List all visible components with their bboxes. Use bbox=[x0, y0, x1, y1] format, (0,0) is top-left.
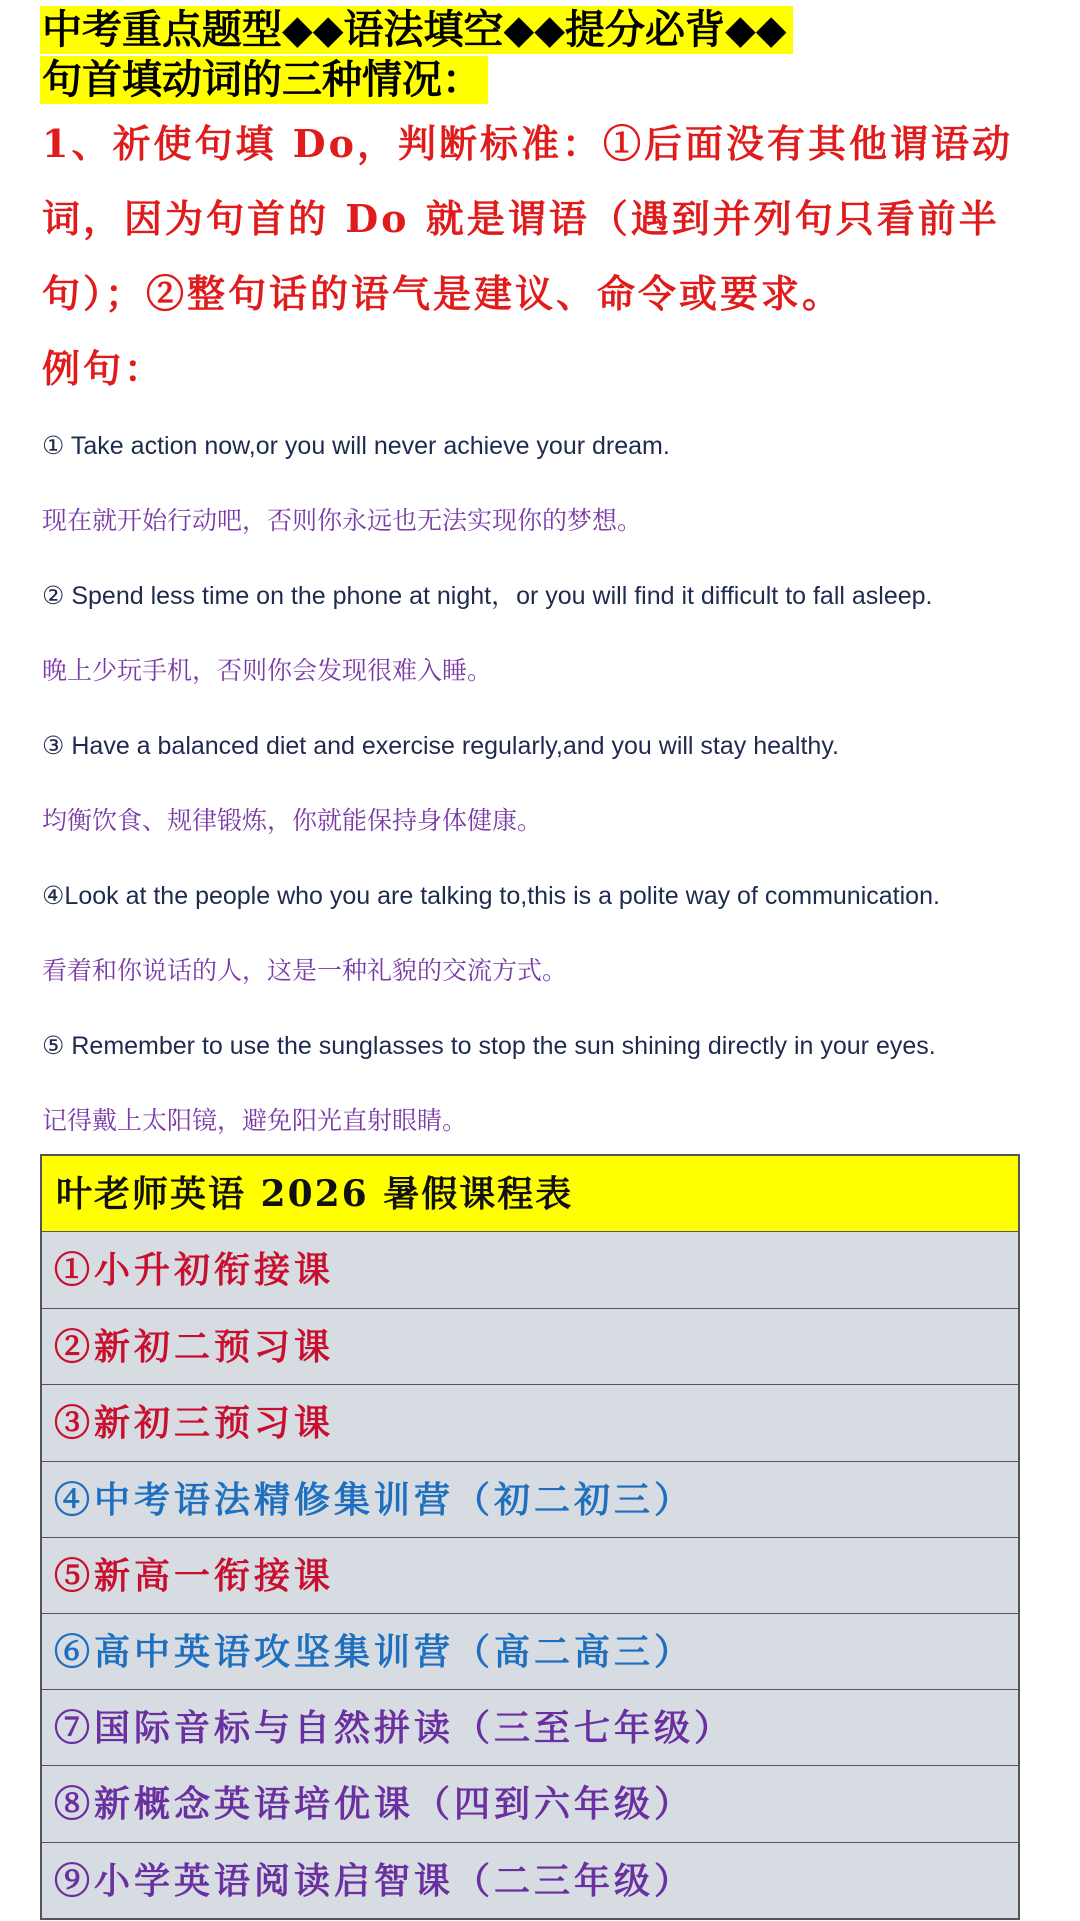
page-subtitle: 句首填动词的三种情况： bbox=[40, 56, 488, 104]
rule-line-3: 句）；②整句话的语气是建议、命令或要求。 bbox=[42, 271, 844, 316]
course-row-8: ⑧新概念英语培优课（四到六年级） bbox=[42, 1765, 1018, 1841]
course-row-3: ③新初三预习课 bbox=[42, 1384, 1018, 1460]
example-3-english: ③ Have a balanced diet and exercise regularly,and you will stay healthy. bbox=[42, 732, 839, 760]
course-row-9: ⑨小学英语阅读启智课（二三年级） bbox=[42, 1842, 1018, 1918]
example-1-english: ① Take action now,or you will never achieve your dream. bbox=[42, 432, 670, 460]
course-row-7: ⑦国际音标与自然拼读（三至七年级） bbox=[42, 1689, 1018, 1765]
course-row-5: ⑤新高一衔接课 bbox=[42, 1537, 1018, 1613]
example-2-english: ② Spend less time on the phone at night，or you will find it difficult to fall asleep. bbox=[42, 582, 933, 610]
example-5-chinese: 记得戴上太阳镜，避免阳光直射眼睛。 bbox=[42, 1106, 468, 1135]
course-schedule-table bbox=[40, 1154, 1020, 1920]
example-heading: 例句： bbox=[42, 346, 166, 391]
schedule-rows bbox=[42, 1232, 1018, 1918]
rule-line-1: 1、祈使句填 Do，判断标准：①后面没有其他谓语动 bbox=[42, 121, 1013, 166]
example-2-chinese: 晚上少玩手机，否则你会发现很难入睡。 bbox=[42, 656, 493, 685]
schedule-title: 叶老师英语 2026 暑假课程表 bbox=[42, 1156, 1018, 1232]
example-1-chinese: 现在就开始行动吧，否则你永远也无法实现你的梦想。 bbox=[42, 506, 643, 535]
course-row-4: ④中考语法精修集训营（初二初三） bbox=[42, 1461, 1018, 1537]
course-row-6: ⑥高中英语攻坚集训营（高二高三） bbox=[42, 1613, 1018, 1689]
course-row-1: ①小升初衔接课 bbox=[42, 1232, 1018, 1308]
example-3-chinese: 均衡饮食、规律锻炼，你就能保持身体健康。 bbox=[42, 806, 543, 835]
page-title: 中考重点题型◆◆语法填空◆◆提分必背◆◆ bbox=[40, 6, 793, 54]
example-4-english: ④Look at the people who you are talking to,this is a polite way of communication. bbox=[42, 882, 940, 910]
example-4-chinese: 看着和你说话的人，这是一种礼貌的交流方式。 bbox=[42, 956, 568, 985]
course-row-2: ②新初二预习课 bbox=[42, 1308, 1018, 1384]
example-5-english: ⑤ Remember to use the sunglasses to stop the sun shining directly in your eyes. bbox=[42, 1032, 936, 1060]
rule-line-2: 词，因为句首的 Do 就是谓语（遇到并列句只看前半 bbox=[42, 196, 1000, 241]
